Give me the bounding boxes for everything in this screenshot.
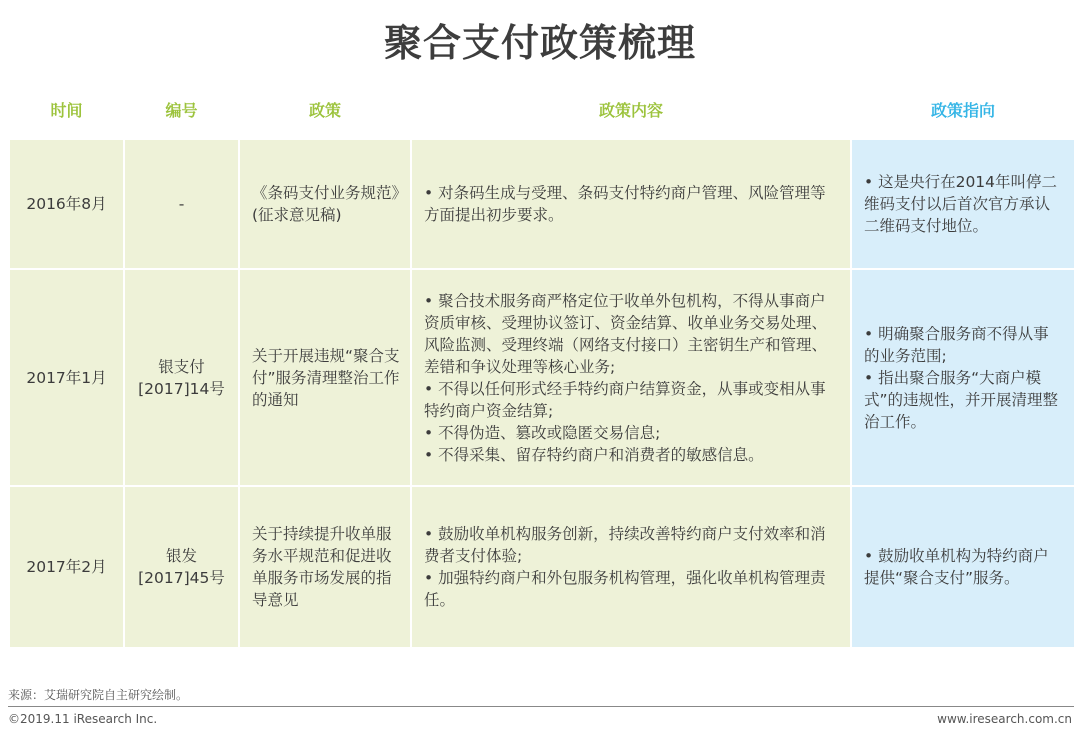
cell-time: 2016年8月 <box>10 140 123 268</box>
cell-guidance <box>852 487 1074 647</box>
header-policy: 政策 <box>308 101 341 120</box>
page-title: 聚合支付政策梳理 <box>383 21 696 65</box>
header-time: 时间 <box>50 101 83 120</box>
cell-content <box>412 140 850 268</box>
cell-time: 2017年2月 <box>10 487 123 647</box>
list-item: • 明确聚合服务商不得从事的业务范围; <box>864 323 1064 367</box>
cell-content <box>412 487 850 647</box>
cell-number: 银支付[2017]14号 <box>125 270 238 485</box>
list-item: • 鼓励收单机构为特约商户提供“聚合支付”服务。 <box>864 545 1064 589</box>
cell-policy: 关于开展违规“聚合支付”服务清理整治工作的通知 <box>240 270 410 485</box>
copyright: ©2019.11 iResearch Inc. <box>8 712 158 726</box>
cell-number: - <box>125 140 238 268</box>
cell-guidance <box>852 140 1074 268</box>
list-item: • 不得采集、留存特约商户和消费者的敏感信息。 <box>424 444 840 466</box>
cell-time: 2017年1月 <box>10 270 123 485</box>
list-item: • 指出聚合服务“大商户模式”的违规性，并开展清理整治工作。 <box>864 367 1064 433</box>
cell-content <box>412 270 850 485</box>
cell-number: 银发[2017]45号 <box>125 487 238 647</box>
list-item: • 不得以任何形式经手特约商户结算资金，从事或变相从事特约商户资金结算; <box>424 378 840 422</box>
list-item: • 聚合技术服务商严格定位于收单外包机构，不得从事商户资质审核、受理协议签订、资金结算、收单业务交易处理、风险监测、受理终端（网络支付接口）主密钥生产和管理、差错和争议处理等核心业务; <box>424 290 840 378</box>
list-item: • 不得伪造、篡改或隐匿交易信息; <box>424 422 840 444</box>
header-content: 政策内容 <box>598 101 663 120</box>
website-link[interactable]: www.iresearch.com.cn <box>937 712 1072 726</box>
source-note: 来源：艾瑞研究院自主研究绘制。 <box>8 688 189 702</box>
cell-policy: 《条码支付业务规范》(征求意见稿) <box>240 140 410 268</box>
footer-divider <box>8 706 1074 707</box>
table-row <box>0 487 1080 647</box>
table-row <box>0 140 1080 268</box>
header-guidance: 政策指向 <box>930 101 995 120</box>
cell-policy: 关于持续提升收单服务水平规范和促进收单服务市场发展的指导意见 <box>240 487 410 647</box>
list-item: • 加强特约商户和外包服务机构管理，强化收单机构管理责任。 <box>424 567 840 611</box>
header-number: 编号 <box>165 101 198 120</box>
list-item: • 鼓励收单机构服务创新，持续改善特约商户支付效率和消费者支付体验; <box>424 523 840 567</box>
table-header <box>0 96 1080 126</box>
table-row <box>0 270 1080 485</box>
cell-guidance <box>852 270 1074 485</box>
list-item: • 这是央行在2014年叫停二维码支付以后首次官方承认二维码支付地位。 <box>864 171 1064 237</box>
list-item: • 对条码生成与受理、条码支付特约商户管理、风险管理等方面提出初步要求。 <box>424 182 840 226</box>
